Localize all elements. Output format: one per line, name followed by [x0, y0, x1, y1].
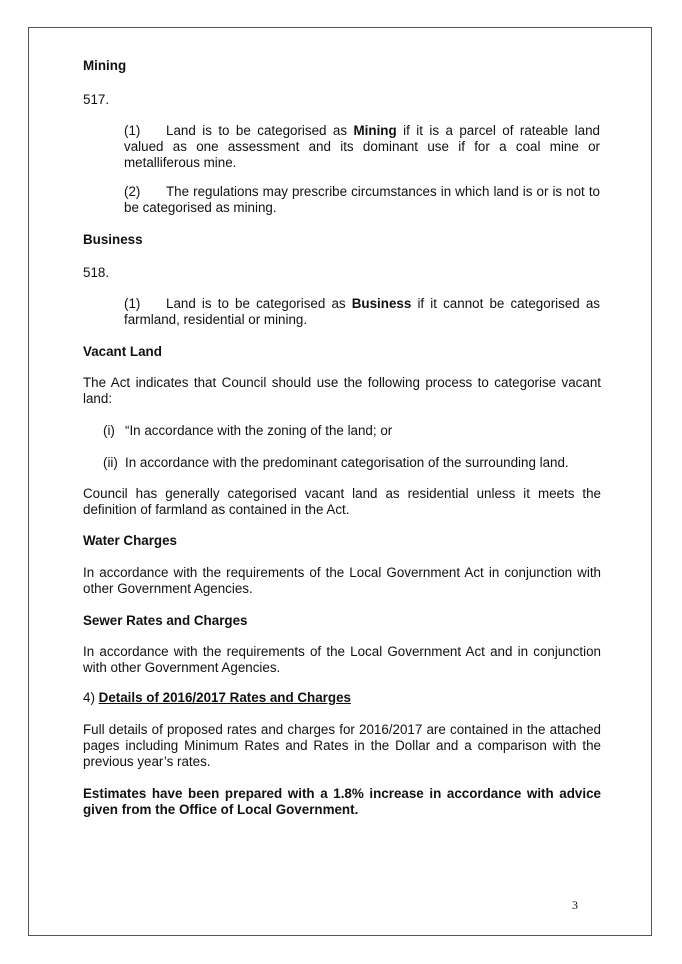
business-p1-text-pre: Land is to be categorised as — [166, 296, 352, 311]
vacant-land-intro: The Act indicates that Council should use the following process to categorise vacant land: — [83, 375, 601, 406]
mining-p1-text-pre: Land is to be categorised as — [166, 123, 354, 138]
business-p1-text-post: if it cannot be categorised as farmland, residential or mining. — [124, 296, 601, 327]
mining-p1-term: Mining — [353, 123, 397, 138]
mining-clause-number: 517. — [83, 92, 110, 107]
water-charges-text: In accordance with the requirements of the Local Government Act in conjunction with other Government Agencies. — [83, 565, 601, 596]
mining-p1-number: (1) — [124, 123, 141, 138]
vacant-item-1-number: (i) — [103, 423, 115, 438]
mining-paragraph-1 — [124, 123, 600, 171]
water-charges-heading: Water Charges — [83, 533, 178, 548]
mining-paragraph-2 — [124, 184, 600, 216]
vacant-item-2-number: (ii) — [103, 455, 118, 470]
mining-heading: Mining — [83, 58, 127, 73]
vacant-item-1-text: “In accordance with the zoning of the land; or — [125, 423, 393, 438]
business-p1-number: (1) — [124, 296, 141, 311]
details-text: Full details of proposed rates and charges for 2016/2017 are contained in the attached pages including Minimum Rates and Rates in the Dollar and a comparison with the previous year’s rates. — [83, 722, 601, 769]
details-heading — [83, 690, 351, 706]
estimates-note: Estimates have been prepared with a 1.8% increase in accordance with advice given from the Office of Local Government. — [83, 786, 601, 817]
business-clause-number: 518. — [83, 265, 110, 280]
vacant-land-item-2 — [103, 455, 603, 471]
business-paragraph-1 — [124, 296, 600, 328]
sewer-rates-heading: Sewer Rates and Charges — [83, 613, 248, 628]
vacant-land-item-1 — [103, 423, 603, 439]
mining-p2-number: (2) — [124, 184, 141, 199]
vacant-item-2-text: In accordance with the predominant categorisation of the surrounding land. — [125, 455, 569, 470]
mining-p1-text-post: if it is a parcel of rateable land valued as one assessment and its dominant use if for a coal mine or metalliferous mine. — [124, 123, 600, 170]
business-heading: Business — [83, 232, 143, 247]
details-section-number: 4) — [83, 690, 95, 705]
business-p1-term: Business — [351, 296, 412, 311]
document-page — [28, 27, 652, 936]
vacant-land-heading: Vacant Land — [83, 344, 162, 359]
vacant-land-summary: Council has generally categorised vacant land as residential unless it meets the definition of farmland as contained in the Act. — [83, 486, 601, 517]
details-section-title: Details of 2016/2017 Rates and Charges — [98, 690, 351, 705]
page-number: 3 — [572, 898, 578, 912]
sewer-rates-text: In accordance with the requirements of the Local Government Act and in conjunction with other Government Agencies. — [83, 644, 601, 675]
mining-p2-text: The regulations may prescribe circumstances in which land is or is not to be categorised as mining. — [124, 184, 600, 215]
